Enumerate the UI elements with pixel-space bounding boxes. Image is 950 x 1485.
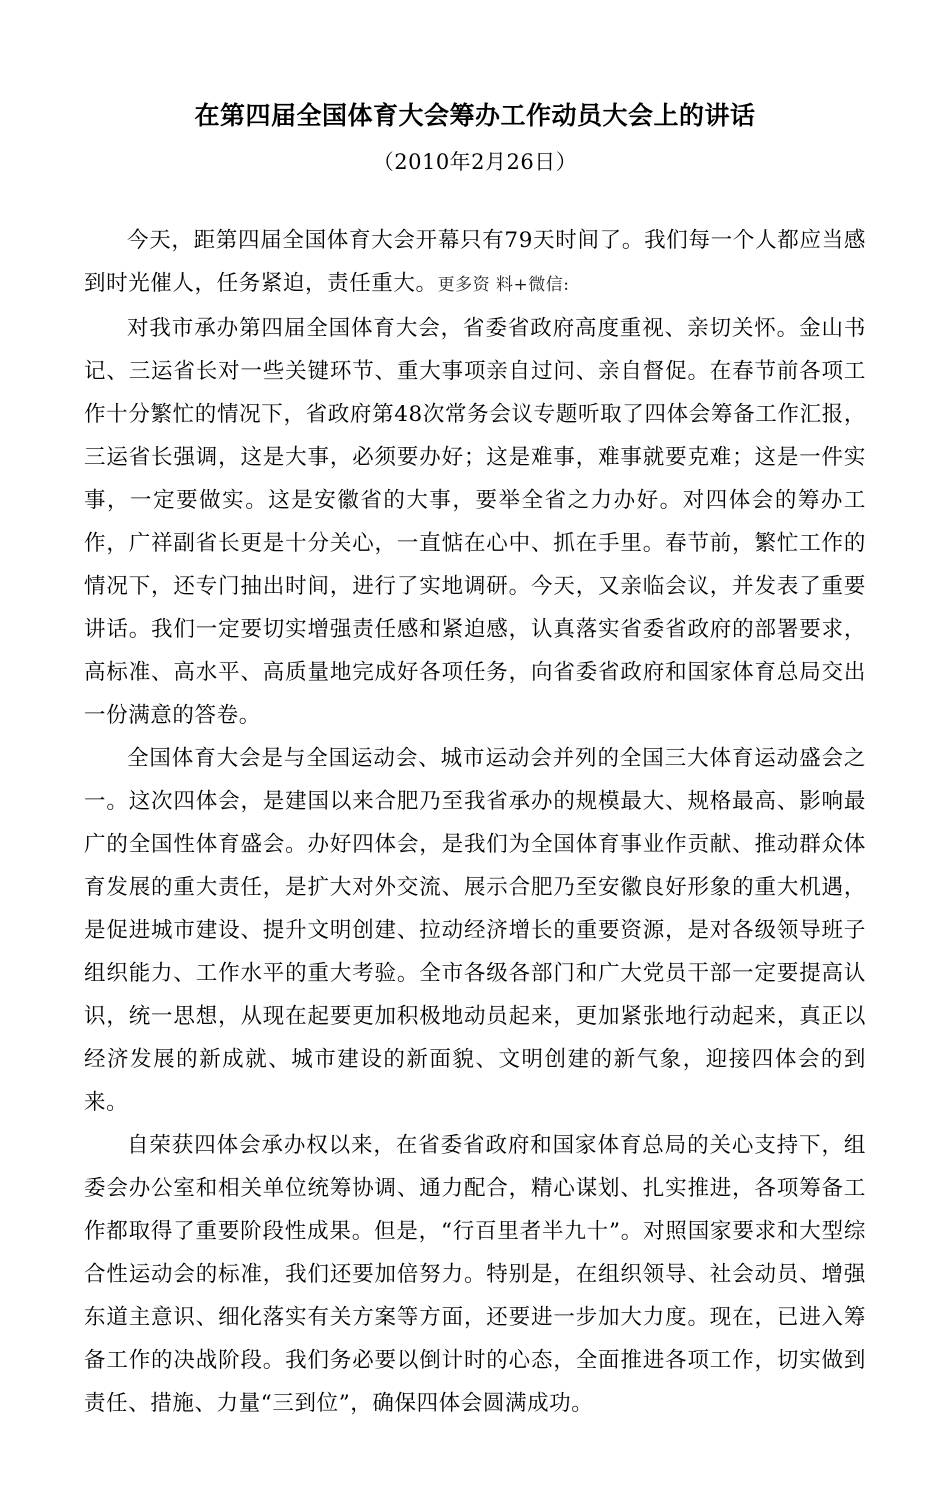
paragraph-1-text: 今天，距第四届全国体育大会开幕只有79天时间了。我们每一个人都应当感到时光催人，任务紧迫，责任重大。 <box>84 227 866 296</box>
page-title: 在第四届全国体育大会筹办工作动员大会上的讲话 <box>194 101 756 130</box>
document-body <box>84 219 866 1425</box>
document-date: （2010年2月26日） <box>372 150 578 174</box>
paragraph-2: 对我市承办第四届全国体育大会，省委省政府高度重视、亲切关怀。金山书记、三运省长对一些关键环节、重大事项亲自过问、亲自督促。在春节前各项工作十分繁忙的情况下，省政府第48次常务会议专题听取了四体会筹备工作汇报，三运省长强调，这是大事，必须要办好；这是难事，难事就要克难；这是一件实事，一定要做实。这是安徽省的大事，要举全省之力办好。对四体会的筹办工作，广祥副省长更是十分关心，一直惦在心中、抓在手里。春节前，繁忙工作的情况下，还专门抽出时间，进行了实地调研。今天，又亲临会议，并发表了重要讲话。我们一定要切实增强责任感和紧迫感，认真落实省委省政府的部署要求，高标准、高水平、高质量地完成好各项任务，向省委省政府和国家体育总局交出一份满意的答卷。 <box>84 315 866 728</box>
paragraph-4: 自荣获四体会承办权以来，在省委省政府和国家体育总局的关心支持下，组委会办公室和相关单位统筹协调、通力配合，精心谋划、扎实推进，各项筹备工作都取得了重要阶段性成果。但是，“行百里者半九十”。对照国家要求和大型综合性运动会的标准，我们还要加倍努力。特别是，在组织领导、社会动员、增强东道主意识、细化落实有关方案等方面，还要进一步加大力度。现在，已进入筹备工作的决战阶段。我们务必要以倒计时的心态，全面推进各项工作，切实做到责任、措施、力量“三到位”，确保四体会圆满成功。 <box>84 1132 866 1416</box>
paragraph-1 <box>84 219 866 307</box>
inline-watermark-note: 更多资 料+微信: <box>437 274 570 295</box>
paragraph-3: 全国体育大会是与全国运动会、城市运动会并列的全国三大体育运动盛会之一。这次四体会，是建国以来合肥乃至我省承办的规模最大、规格最高、影响最广的全国性体育盛会。办好四体会，是我们为全国体育事业作贡献、推动群众体育发展的重大责任，是扩大对外交流、展示合肥乃至安徽良好形象的重大机遇，是促进城市建设、提升文明创建、拉动经济增长的重要资源，是对各级领导班子组织能力、工作水平的重大考验。全市各级各部门和广大党员干部一定要提高认识，统一思想，从现在起要更加积极地动员起来，更加紧张地行动起来，真正以经济发展的新成就、城市建设的新面貌、文明创建的新气象，迎接四体会的到来。 <box>84 745 866 1115</box>
